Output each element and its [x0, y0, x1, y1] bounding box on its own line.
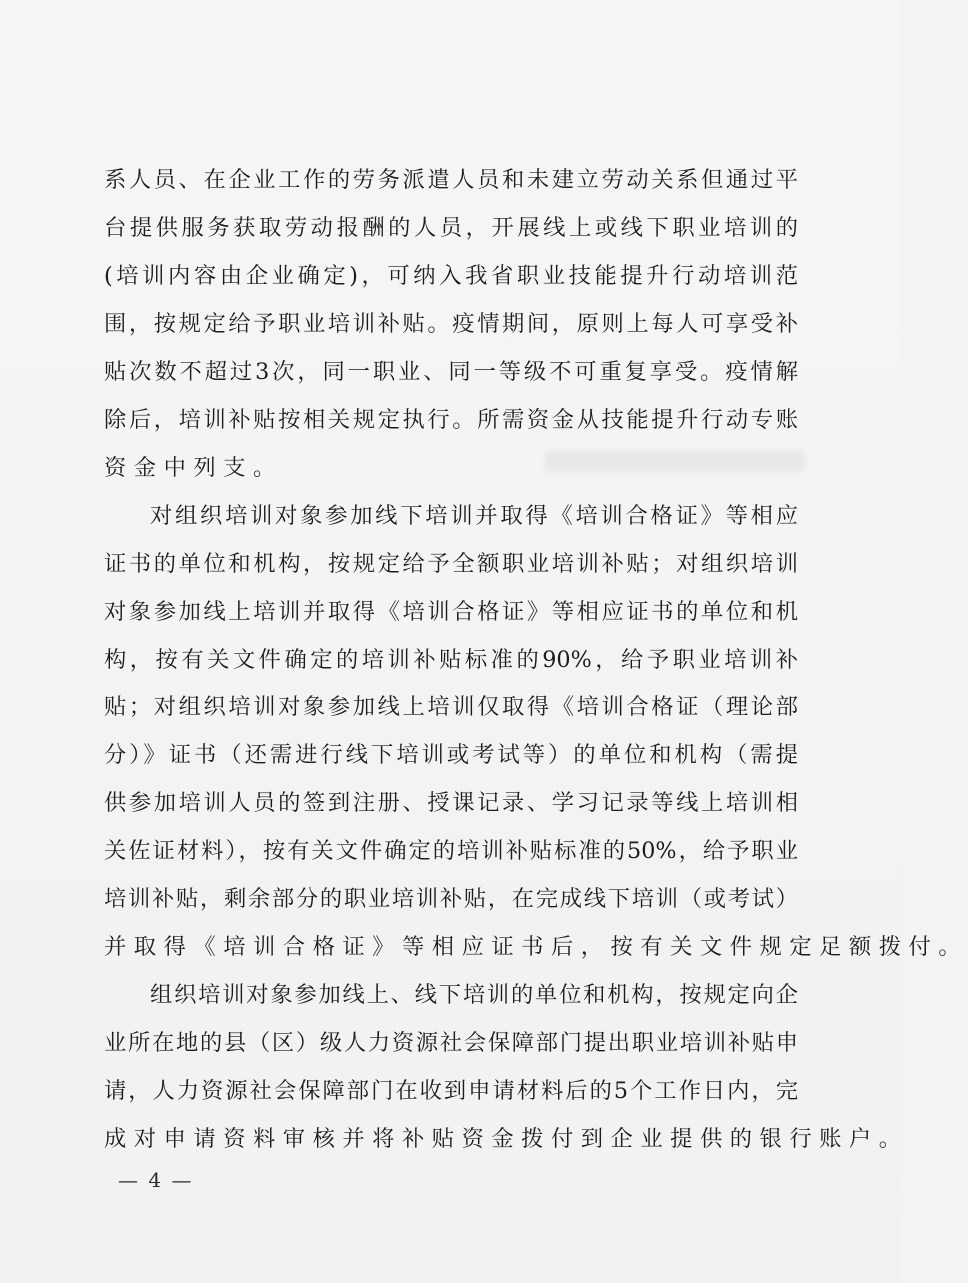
text-line: 关佐证材料），按有关文件确定的培训补贴标准的50%，给予职业	[104, 838, 798, 864]
text-line: 台提供服务获取劳动报酬的人员，开展线上或线下职业培训的	[104, 215, 798, 241]
text-line: 资金中列支。	[104, 455, 283, 481]
text-line: 供参加培训人员的签到注册、授课记录、学习记录等线上培训相	[104, 790, 798, 816]
text-line: (培训内容由企业确定)，可纳入我省职业技能提升行动培训范	[104, 263, 798, 289]
text-line: 请，人力资源社会保障部门在收到申请材料后的5个工作日内，完	[104, 1078, 798, 1104]
text-line: 对象参加线上培训并取得《培训合格证》等相应证书的单位和机	[104, 599, 798, 625]
text-line: 构，按有关文件确定的培训补贴标准的90%，给予职业培训补	[104, 647, 798, 673]
text-line: 对组织培训对象参加线下培训并取得《培训合格证》等相应	[150, 503, 798, 529]
text-line: 证书的单位和机构，按规定给予全额职业培训补贴；对组织培训	[104, 551, 798, 577]
text-line: 培训补贴，剩余部分的职业培训补贴，在完成线下培训（或考试）	[104, 886, 798, 912]
text-line: 围，按规定给予职业培训补贴。疫情期间，原则上每人可享受补	[104, 311, 798, 337]
text-line: 贴；对组织培训对象参加线上培训仅取得《培训合格证（理论部	[104, 694, 798, 720]
text-line: 业所在地的县（区）级人力资源社会保障部门提出职业培训补贴申	[104, 1030, 798, 1056]
text-line: 成对申请资料审核并将补贴资金拨付到企业提供的银行账户。	[104, 1126, 909, 1152]
text-line: 系人员、在企业工作的劳务派遣人员和未建立劳动关系但通过平	[104, 167, 798, 193]
text-line: 分）》证书（还需进行线下培训或考试等）的单位和机构（需提	[104, 742, 798, 768]
page-number: — 4 —	[118, 1168, 194, 1192]
text-line: 并取得《培训合格证》等相应证书后，按有关文件规定足额拨付。	[104, 934, 968, 960]
text-line: 贴次数不超过3次，同一职业、同一等级不可重复享受。疫情解	[104, 359, 798, 385]
text-line: 组织培训对象参加线上、线下培训的单位和机构，按规定向企	[150, 982, 798, 1008]
text-line: 除后，培训补贴按相关规定执行。所需资金从技能提升行动专账	[104, 407, 798, 433]
